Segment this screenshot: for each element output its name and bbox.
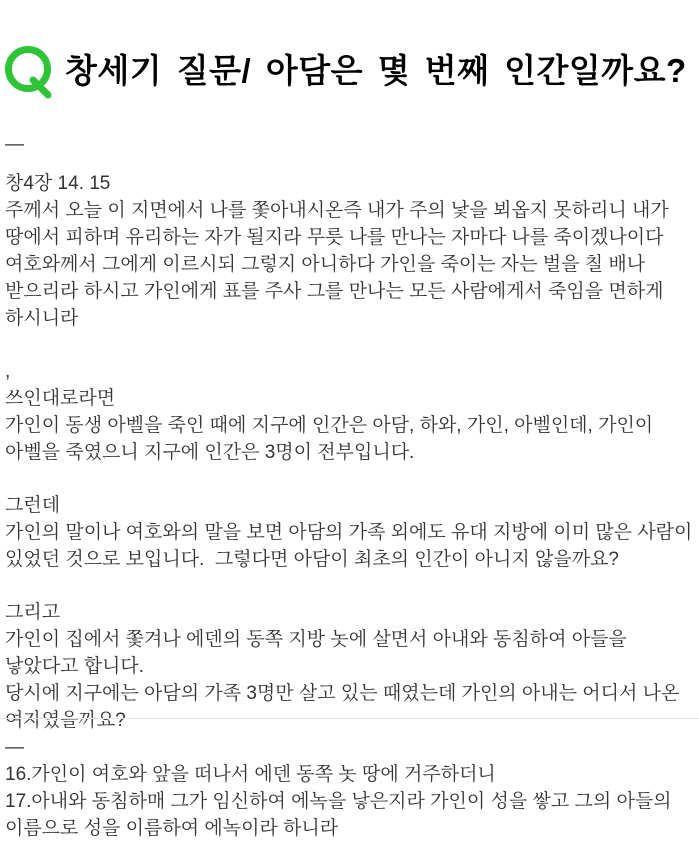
section-dash: — xyxy=(5,134,24,155)
text-line: 쓰인대로라면 xyxy=(5,388,116,409)
text-line: 가인이 집에서 쫓겨나 에덴의 동쪽 지방 놋에 살면서 아내와 동침하여 아들을 낳았다고 합니다. xyxy=(5,629,633,677)
text-block xyxy=(5,599,694,842)
text-block xyxy=(5,492,698,573)
question-q-icon xyxy=(5,42,53,100)
text-line: 그리고 xyxy=(5,602,61,623)
text-line: 가인이 동생 아벨을 죽인 때에 지구에 인간은 아담, 하와, 가인, 아벨인데, 가인이 아벨을 죽였으니 지구에 인간은 3명이 전부입니다. xyxy=(5,415,659,463)
text-block xyxy=(5,358,694,466)
post-title: 창세기 질문/ 아담은 몇 번째 인간일까요? xyxy=(65,51,687,89)
bottom-divider xyxy=(0,718,699,719)
text-line: 가인의 말이나 여호와의 말을 보면 아담의 가족 외에도 유대 지방에 이미 많은 사람이 있었던 것으로 보입니다. 그렇다면 아담이 최초의 인간이 아니지 않을까요? xyxy=(5,522,698,570)
text-line: 17.아내와 동침하매 그가 임신하여 에녹을 낳은지라 가인이 성을 쌓고 그의 아들의 이름으로 성을 이름하여 에녹이라 하니라 xyxy=(5,791,677,839)
text-block xyxy=(5,170,694,332)
text-line: 16.가인이 여호와 앞을 떠나서 에덴 동쪽 놋 땅에 거주하더니 xyxy=(5,764,496,785)
text-line: 주께서 오늘 이 지면에서 나를 쫓아내시온즉 내가 주의 낯을 뵈옵지 못하리니 내가 땅에서 피하며 유리하는 자가 될지라 무릇 나를 만나는 자마다 나를 죽이겠나이다 xyxy=(5,200,675,248)
text-line: 그런데 xyxy=(5,495,61,516)
post-header xyxy=(5,0,694,100)
text-line: 당시에 지구에는 아담의 가족 3명만 살고 있는 때였는데 가인의 아내는 어디서 나온 여자였을까요? xyxy=(5,683,685,731)
text-line: 여호와께서 그에게 이르시되 그렇지 아니하다 가인을 죽이는 자는 벌을 칠 배나 받으리라 하시고 가인에게 표를 주사 그를 만나는 모든 사람에게서 죽임을 면하게 하시니라 xyxy=(5,254,669,329)
post-body xyxy=(5,170,698,842)
text-line: 창4장 14. 15 xyxy=(5,173,111,194)
text-line: — xyxy=(5,737,24,758)
text-line: , xyxy=(5,361,11,382)
